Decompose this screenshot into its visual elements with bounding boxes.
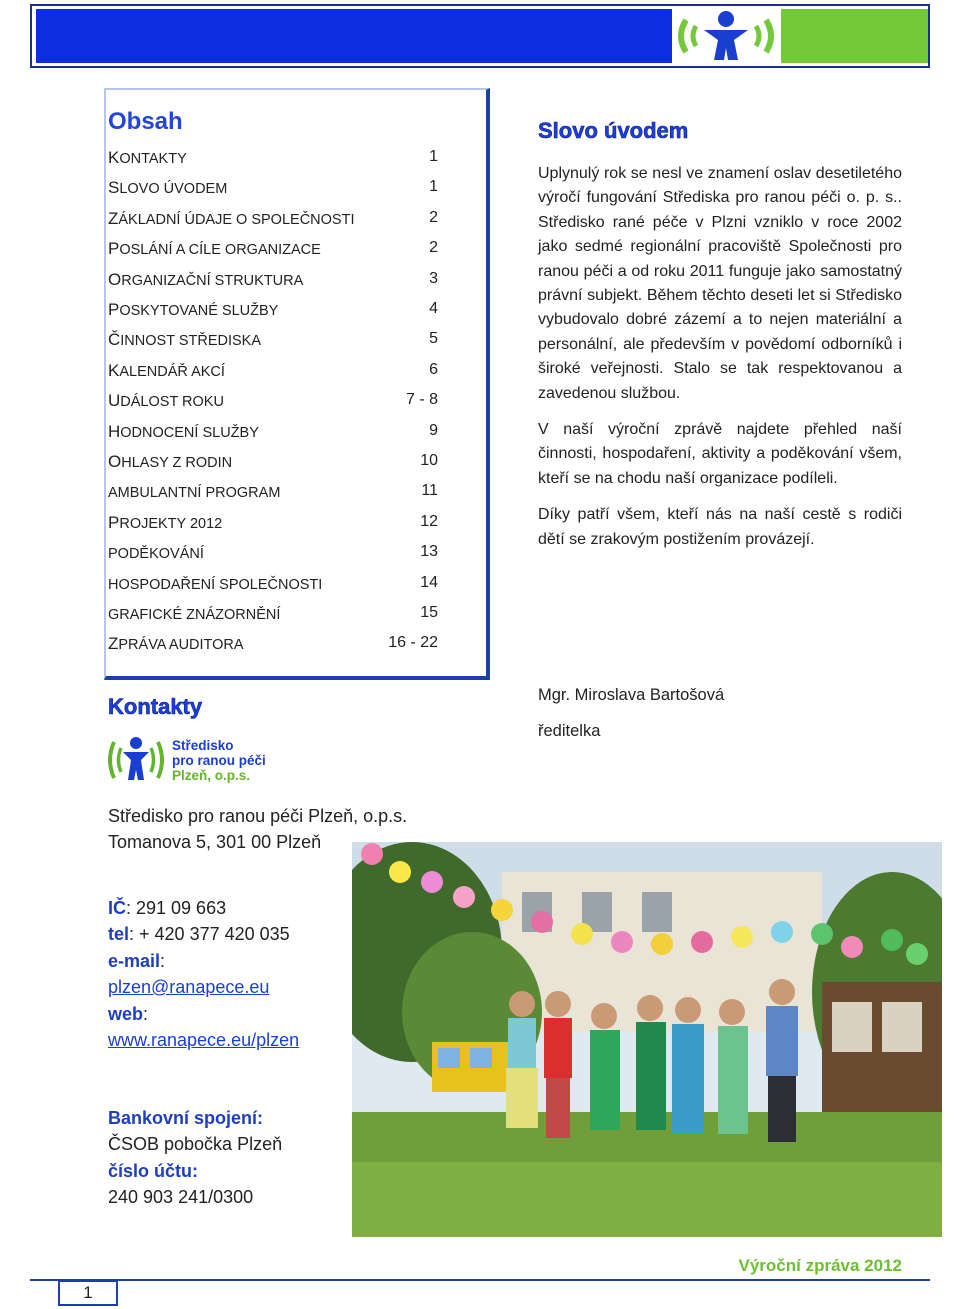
footer-report-title: Výroční zpráva 2012 [738,1256,902,1275]
toc-item-text: HOSPODAŘENÍ SPOLEČNOSTI [108,576,323,593]
toc-item-text: HLASY Z RODIN [121,455,233,471]
toc-item-text: DÁLOST ROKU [120,394,224,411]
toc-item-text: GRAFICKÉ ZNÁZORNĚNÍ [108,607,281,623]
toc-item-text: RGANIZAČNÍ STRUKTURA [121,272,304,289]
web-link[interactable]: www.ranapece.eu/plzen [108,1030,300,1050]
toc-item-initial: K [108,360,120,380]
web-label: web [108,1004,144,1024]
toc-item-page: 12 [420,512,438,530]
toc-item-text: PODĚKOVÁNÍ [108,546,204,563]
toc-item-page: 13 [420,543,438,561]
web-line [108,1004,148,1025]
account-label: číslo účtu: [108,1161,199,1181]
toc-item-text: LOVO ÚVODEM [119,181,228,198]
toc-item-page: 7 - 8 [405,391,438,409]
toc-item[interactable] [108,209,438,231]
toc-item[interactable] [108,391,438,413]
email-link[interactable]: plzen@ranapece.eu [108,977,270,997]
toc-item-text: OSKYTOVANÉ SLUŽBY [119,303,279,319]
toc-item-initial: O [108,269,122,289]
toc-item-label [108,452,232,472]
toc-item-label [108,300,278,320]
toc-item-text: OSLÁNÍ A CÍLE ORGANIZACE [119,242,321,259]
ic-line [108,898,226,919]
toc-item-page: 4 [429,300,438,317]
toc-item[interactable] [108,239,438,261]
toc-item-initial: Č [108,330,121,350]
ic-label: IČ [108,898,126,918]
toc-item-page: 15 [420,604,438,621]
toc-item-text: PRÁVA AUDITORA [118,637,244,654]
toc-item[interactable] [108,452,438,474]
header-blue-bar [36,9,672,63]
toc-item-initial: S [108,178,120,198]
toc-item-page: 1 [429,148,438,165]
toc-item-page: 6 [429,360,438,378]
header-logo-icon [672,6,780,66]
toc-item-page: 16 - 22 [388,634,438,652]
logo-line: Středisko [172,738,234,753]
toc-item[interactable] [108,543,438,565]
account-value: 240 903 241/0300 [108,1187,254,1207]
toc-item-label [108,148,187,168]
signature-role: ředitelka [538,722,601,740]
toc-item-page: 11 [421,482,438,500]
intro-paragraph: V naší výroční zprávě najdete přehled naší činnosti, hospodaření, aktivity a poděkování všem, kteří se na chodu naší organizace podíleli. [538,421,902,487]
toc-item-page: 2 [429,239,438,257]
toc-item[interactable] [108,148,438,170]
toc-item-label [108,330,261,350]
intro-title: Slovo úvodem [538,118,689,143]
contacts-title: Kontakty [108,694,203,719]
toc-item-initial: Z [108,208,119,228]
bank-value: ČSOB pobočka Plzeň [108,1134,283,1154]
toc-item-label [108,574,322,594]
toc-item-text: ROJEKTY 2012 [119,515,223,532]
toc-item-initial: U [108,391,121,411]
toc-item-label [108,422,259,442]
web-colon: : [143,1004,149,1024]
toc-item-page: 3 [429,269,438,287]
toc-item-label [108,270,303,290]
toc-item-page: 9 [429,421,438,439]
toc-item-text: ODNOCENÍ SLUŽBY [120,424,259,441]
toc-item-initial: O [108,452,122,471]
page-number: 1 [58,1280,118,1306]
toc-item-initial: P [108,300,120,319]
email-colon: : [160,951,166,971]
web-link-line [108,1030,299,1051]
email-line [108,951,165,972]
toc-item-text: ONTAKTY [119,151,187,167]
logo-line: Plzeň, o.p.s. [172,768,251,783]
toc-item[interactable] [108,300,438,322]
organization-name: Středisko pro ranou péči Plzeň, o.p.s. [108,806,408,826]
header-band [30,4,930,68]
toc-item-initial: H [108,421,121,441]
toc-item-page: 10 [420,452,438,469]
toc-item-label [108,239,321,259]
tel-line [108,924,290,945]
signature-name: Mgr. Miroslava Bartošová [538,686,725,704]
bank-label: Bankovní spojení: [108,1108,264,1128]
toc-title: Obsah [108,108,183,135]
toc-item-text: ÁKLADNÍ ÚDAJE O SPOLEČNOSTI [118,211,355,228]
toc-item-label [108,604,280,624]
toc-item-text: ALENDÁŘ AKCÍ [119,363,225,380]
tel-value: : + 420 377 420 035 [129,924,290,944]
toc-item-text: AMBULANTNÍ PROGRAM [108,485,281,502]
toc-item[interactable] [108,422,438,444]
ic-value: : 291 09 663 [126,898,227,918]
toc-item-label [108,482,280,502]
toc-item-label [108,178,227,198]
toc-item[interactable] [108,574,438,596]
toc-item-label [108,543,204,563]
toc-item-label [108,634,244,654]
toc-item[interactable] [108,270,438,292]
team-photo [352,842,942,1237]
toc-item-label [108,513,222,533]
organization-address: Tomanova 5, 301 00 Plzeň [108,832,322,852]
intro-paragraph: Uplynulý rok se nesl ve znamení oslav desetiletého výročí fungování Střediska pro ranou péči o. p. s.. Středisko rané péče v Plzni vzniklo v roce 2002 jako sedmé regionální pracoviště Společnosti pro ranou péči a od roku 2011 funguje jako samostatný právní subjekt. Během těchto deseti let si Středisko vybudovalo dobré zázemí a to nejen materiální a personální, ale především v povědomí odborníků i široké veřejnosti. Stalo se tak respektovanou a zavedenou službou. [538,165,902,402]
email-label: e-mail [108,951,161,971]
toc-item-label [108,391,224,411]
toc-item[interactable] [108,634,438,656]
intro-paragraph: Díky patří všem, kteří nás na naší cestě s rodiči dětí se zrakovým postižením provázejí. [538,506,902,548]
toc-item-page: 5 [429,330,438,348]
toc-item[interactable] [108,513,438,535]
header-green-bar [781,9,928,63]
toc-item-page: 1 [429,178,438,196]
toc-item[interactable] [108,361,438,383]
organization-logo-icon [106,734,166,786]
toc-item[interactable] [108,604,438,626]
toc-item[interactable] [108,482,438,504]
toc-item-text: INNOST STŘEDISKA [120,333,262,350]
toc-item[interactable] [108,178,438,200]
toc-item-initial: K [108,148,120,167]
email-link-line [108,977,269,998]
toc-item-initial: P [108,239,120,259]
toc-item-page: 2 [429,208,438,226]
toc-item-initial: P [108,512,120,532]
footer-divider [30,1279,930,1281]
intro-text [538,162,902,564]
toc-item-page: 14 [420,573,438,591]
organization-logo-text [172,738,266,783]
logo-line: pro ranou péči [172,753,266,768]
tel-label: tel [108,924,130,944]
toc-item-initial: Z [108,634,119,654]
toc-item-label [108,209,354,229]
toc-item[interactable] [108,330,438,352]
toc-item-label [108,361,225,381]
